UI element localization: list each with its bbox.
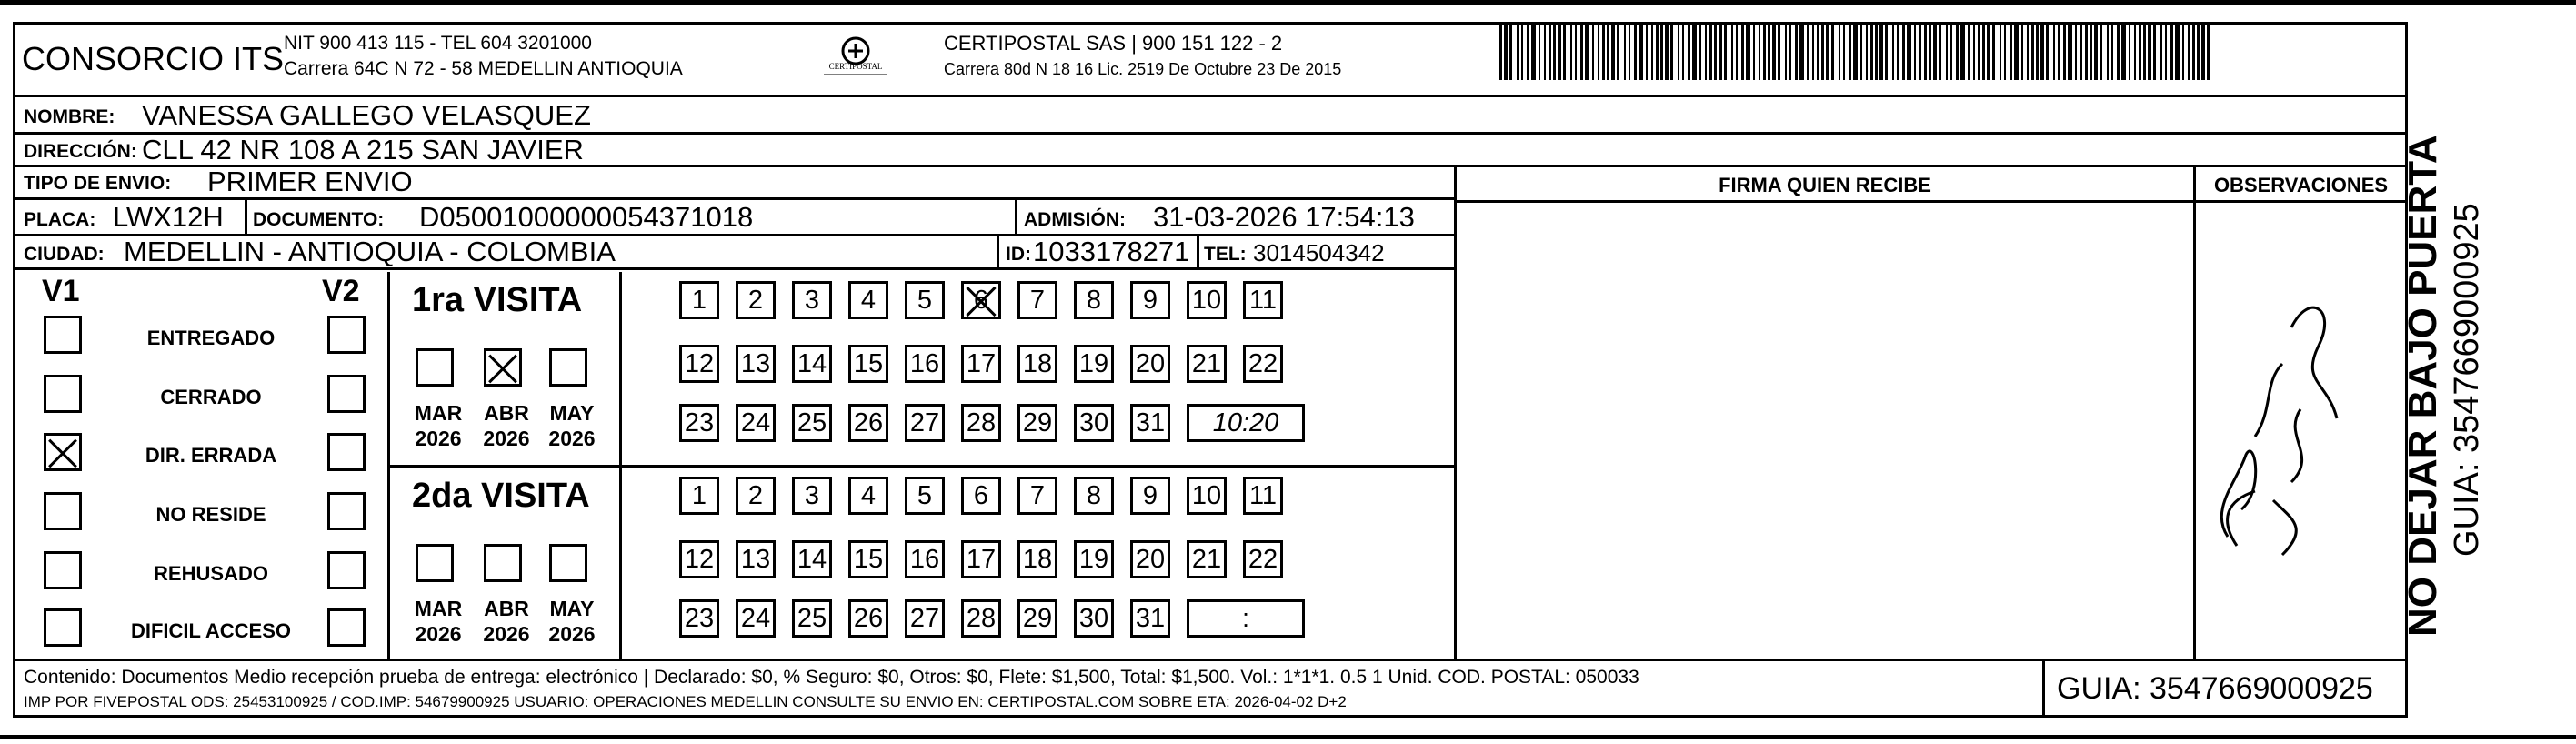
v2-label: V2: [322, 274, 360, 308]
barcode-bar: [2129, 24, 2130, 80]
barcode-bar: [2160, 24, 2162, 80]
side-warning: NO DEJAR BAJO PUERTA: [2401, 135, 2445, 637]
visit2-month-checkbox-1[interactable]: [416, 544, 454, 582]
city-value: MEDELLIN - ANTIOQUIA - COLOMBIA: [124, 236, 616, 267]
barcode-bar: [1549, 24, 1551, 80]
row-city: [15, 236, 1454, 270]
status-section: [15, 272, 389, 659]
visit2-day-box[interactable]: 29: [1017, 599, 1057, 638]
visit2-section: [390, 468, 1454, 659]
barcode-bar: [2036, 24, 2039, 80]
barcode-bar: [1821, 24, 1824, 80]
visit2-month-checkbox-3[interactable]: [549, 544, 587, 582]
visit1-day-box[interactable]: 12: [679, 345, 719, 383]
barcode-bar: [1812, 24, 1814, 80]
barcode-bar: [2027, 24, 2029, 80]
barcode-bar: [1807, 24, 1809, 80]
visit1-day-box[interactable]: 11: [1243, 281, 1283, 319]
barcode-bar: [2207, 24, 2210, 80]
visit1-day-box[interactable]: 4: [848, 281, 888, 319]
v2-checkbox-5[interactable]: [327, 551, 366, 589]
visit2-day-box[interactable]: 9: [1130, 477, 1170, 515]
top-rule: [0, 0, 2576, 5]
barcode-bar: [1575, 24, 1577, 80]
barcode-bar: [1946, 24, 1948, 80]
name-value: VANESSA GALLEGO VELASQUEZ: [142, 99, 591, 131]
reason-label-5: REHUSADO: [154, 562, 268, 585]
reason-label-3: DIR. ERRADA: [145, 444, 277, 467]
bottom-rule: [0, 735, 2576, 739]
barcode-bar: [2010, 24, 2012, 80]
barcode-bar: [1849, 24, 1851, 80]
visit1-month-checkbox-1[interactable]: [416, 348, 454, 387]
visit2-day-box[interactable]: 4: [848, 477, 888, 515]
visit2-day-box[interactable]: 15: [848, 540, 888, 578]
admission-value: 31-03-2026 17:54:13: [1153, 201, 1415, 233]
visit2-day-box[interactable]: 27: [905, 599, 945, 638]
barcode-bar: [1879, 24, 1883, 80]
visit2-title: 2da VISITA: [412, 477, 590, 515]
visit2-day-box[interactable]: 16: [905, 540, 945, 578]
plate-divider: [245, 200, 247, 234]
name-label: NOMBRE:: [24, 106, 115, 127]
barcode-bar: [2094, 24, 2098, 80]
barcode-bar: [1629, 24, 1630, 80]
visit2-day-box[interactable]: 18: [1017, 540, 1057, 578]
tel-value: 3014504342: [1253, 239, 1385, 266]
company-address: Carrera 64C N 72 - 58 MEDELLIN ANTIOQUIA: [284, 58, 683, 79]
barcode-bar: [1817, 24, 1819, 80]
barcode-bar: [1929, 24, 1931, 80]
visit2-day-box[interactable]: 24: [736, 599, 776, 638]
visit1-day-box[interactable]: 28: [961, 404, 1001, 442]
visit1-day-box[interactable]: 25: [792, 404, 832, 442]
barcode-bar: [2040, 24, 2044, 80]
visit1-day-box[interactable]: 22: [1243, 345, 1283, 383]
barcode-bar: [1504, 24, 1508, 80]
visit1-month-label-2: ABR: [484, 401, 529, 425]
visit2-month-label-1: MAR: [414, 597, 463, 620]
barcode-bar: [2080, 24, 2082, 80]
barcode-icon: [1496, 20, 2223, 84]
visit1-day-box[interactable]: 6: [961, 281, 1001, 319]
visit1-day-box[interactable]: 29: [1017, 404, 1057, 442]
barcode-bar: [2107, 24, 2109, 80]
barcode-bar: [1843, 24, 1845, 80]
barcode-bar: [1960, 24, 1965, 80]
barcode-bar: [1902, 24, 1905, 80]
visit2-year-label-2: 2026: [483, 622, 530, 646]
barcode-bar: [1853, 24, 1858, 80]
visit2-day-box[interactable]: 10: [1187, 477, 1227, 515]
visit2-day-box[interactable]: 31: [1130, 599, 1170, 638]
visit2-day-box[interactable]: 26: [848, 599, 888, 638]
barcode-bar: [1763, 24, 1766, 80]
barcode-bar: [2021, 24, 2023, 80]
barcode-bar: [1724, 24, 1727, 80]
barcode-bar: [2046, 24, 2049, 80]
reason-label-2: CERRADO: [160, 386, 262, 408]
visit2-month-label-3: MAY: [549, 597, 595, 620]
barcode-bar: [2053, 24, 2055, 80]
visit2-day-box[interactable]: 2: [736, 477, 776, 515]
barcode-bar: [1831, 24, 1834, 80]
barcode-bar: [1897, 24, 1899, 80]
visit2-day-box[interactable]: 7: [1017, 477, 1057, 515]
visit2-day-box[interactable]: 20: [1130, 540, 1170, 578]
row-name: [15, 97, 2406, 135]
id-label: ID:: [1006, 244, 1031, 265]
barcode-bar: [1660, 24, 1663, 80]
visit2-day-box[interactable]: 6: [961, 477, 1001, 515]
visit1-day-box[interactable]: 17: [961, 345, 1001, 383]
barcode-bar: [1731, 24, 1733, 80]
barcode-bar: [1709, 24, 1712, 80]
barcode-bar: [1592, 24, 1594, 80]
visit1-title-divider: [619, 272, 622, 465]
id-value: 1033178271: [1033, 236, 1190, 267]
row-plate: [15, 200, 1454, 236]
visit1-day-box[interactable]: 16: [905, 345, 945, 383]
barcode-bar: [1892, 24, 1894, 80]
carrier-name: CERTIPOSTAL SAS | 900 151 122 - 2: [944, 32, 1283, 55]
certipostal-logo-text: CERTIPOSTAL: [828, 62, 883, 71]
barcode-bar: [2139, 24, 2141, 80]
visit1-day-box[interactable]: 15: [848, 345, 888, 383]
footer-rule: [15, 659, 2406, 661]
barcode-bar: [1839, 24, 1840, 80]
barcode-bar: [1665, 24, 1669, 80]
visit1-day-box[interactable]: 8: [1074, 281, 1114, 319]
carrier-license: Carrera 80d N 18 16 Lic. 2519 De Octubre 23 De 2015: [944, 60, 1342, 78]
v2-checkbox-4[interactable]: [327, 492, 366, 530]
v1-checkbox-4[interactable]: [44, 492, 82, 530]
barcode-bar: [2117, 24, 2120, 80]
tel-divider: [1197, 236, 1199, 267]
admission-divider: [1015, 200, 1017, 234]
visit2-day-box[interactable]: 25: [792, 599, 832, 638]
barcode-bar: [1670, 24, 1673, 80]
reason-label-4: NO RESIDE: [155, 503, 266, 526]
barcode-bar: [1558, 24, 1561, 80]
certipostal-logo: [815, 35, 897, 84]
barcode-bar: [1924, 24, 1927, 80]
barcode-bar: [1544, 24, 1546, 80]
v1-checkbox-5[interactable]: [44, 551, 82, 589]
barcode-bar: [1992, 24, 1995, 80]
visit1-day-box[interactable]: 23: [679, 404, 719, 442]
side-guia: GUIA: 3547669000925: [2448, 203, 2486, 557]
barcode-bar: [1982, 24, 1985, 80]
barcode-bar: [2197, 24, 2200, 80]
barcode-bar: [1656, 24, 1659, 80]
v2-checkbox-2[interactable]: [327, 375, 366, 413]
barcode-bar: [1933, 24, 1937, 80]
barcode-bar: [1499, 24, 1502, 80]
barcode-bar: [1799, 24, 1804, 80]
company-name: CONSORCIO ITS: [22, 40, 285, 77]
visit2-year-label-1: 2026: [415, 622, 462, 646]
visit1-month-label-1: MAR: [414, 401, 463, 425]
barcode-bar: [2201, 24, 2205, 80]
visit1-day-box[interactable]: 14: [792, 345, 832, 383]
visit2-day-box[interactable]: 8: [1074, 477, 1114, 515]
barcode-bar: [2121, 24, 2126, 80]
barcode-bar: [2153, 24, 2156, 80]
visit1-day-box[interactable]: 24: [736, 404, 776, 442]
barcode-bar: [2134, 24, 2136, 80]
visit1-day-box[interactable]: 13: [736, 345, 776, 383]
barcode-bar: [2063, 24, 2066, 80]
barcode-bar: [1919, 24, 1921, 80]
visit1-day-box[interactable]: 9: [1130, 281, 1170, 319]
visit1-day-box[interactable]: 21: [1187, 345, 1227, 383]
visit2-day-box[interactable]: 17: [961, 540, 1001, 578]
barcode-bar: [1741, 24, 1744, 80]
barcode-bar: [1517, 24, 1519, 80]
barcode-bar: [1956, 24, 1959, 80]
visit1-year-label-3: 2026: [548, 427, 596, 450]
left-grid: [15, 167, 1454, 272]
barcode-bar: [2143, 24, 2146, 80]
observations-column-border: [2193, 166, 2196, 659]
visit2-month-checkbox-2[interactable]: [484, 544, 522, 582]
barcode-bar: [1539, 24, 1540, 80]
barcode-bar: [1688, 24, 1690, 80]
barcode-bar: [1692, 24, 1697, 80]
visit2-day-box[interactable]: 3: [792, 477, 832, 515]
signature-header: FIRMA QUIEN RECIBE: [1719, 174, 1931, 196]
barcode-bar: [2075, 24, 2077, 80]
id-divider: [997, 236, 999, 267]
barcode-bar: [1939, 24, 1941, 80]
barcode-bar: [2085, 24, 2088, 80]
v2-checkbox-1[interactable]: [327, 316, 366, 354]
barcode-bar: [1639, 24, 1643, 80]
barcode-bar: [1521, 24, 1523, 80]
visit2-day-box[interactable]: 28: [961, 599, 1001, 638]
barcode-bar: [1914, 24, 1916, 80]
v1-checkbox-1[interactable]: [44, 316, 82, 354]
barcode-bar: [1646, 24, 1648, 80]
barcode-bar: [1714, 24, 1717, 80]
barcode-bar: [1617, 24, 1619, 80]
barcode-bar: [1682, 24, 1684, 80]
barcode-bar: [2188, 24, 2190, 80]
barcode-bar: [1531, 24, 1536, 80]
type-value: PRIMER ENVIO: [207, 166, 413, 197]
barcode-bar: [1772, 24, 1776, 80]
barcode-bar: [2058, 24, 2060, 80]
visit2-day-box[interactable]: 11: [1243, 477, 1283, 515]
visit2-title-divider: [619, 468, 622, 659]
visit2-day-box[interactable]: 14: [792, 540, 832, 578]
barcode-bar: [1705, 24, 1707, 80]
barcode-bar: [1527, 24, 1529, 80]
barcode-bar: [1978, 24, 1980, 80]
visit2-day-box[interactable]: 13: [736, 540, 776, 578]
barcode-bar: [1973, 24, 1975, 80]
visit1-section: [390, 272, 1454, 468]
barcode-bar: [1795, 24, 1798, 80]
barcode-bar: [1885, 24, 1888, 80]
barcode-bar: [1907, 24, 1911, 80]
row-address: [15, 135, 2406, 167]
row-type: [15, 167, 1454, 200]
visit1-month-label-3: MAY: [549, 401, 595, 425]
barcode-bar: [1509, 24, 1512, 80]
barcode-bar: [2100, 24, 2102, 80]
visit1-day-box[interactable]: 30: [1074, 404, 1114, 442]
column-header-rule: [1457, 200, 2406, 203]
barcode-bar: [1866, 24, 1868, 80]
visit1-day-box[interactable]: 27: [905, 404, 945, 442]
barcode-bar: [2192, 24, 2195, 80]
v1-label: V1: [42, 274, 80, 308]
visit2-day-box[interactable]: 30: [1074, 599, 1114, 638]
visit1-time-box[interactable]: 10:20: [1187, 404, 1305, 442]
visit2-time-box[interactable]: :: [1187, 599, 1305, 638]
barcode-bar: [1778, 24, 1780, 80]
address-label: DIRECCIÓN:: [24, 141, 137, 162]
visit1-day-box[interactable]: 18: [1017, 345, 1057, 383]
handwritten-signature: [2200, 273, 2346, 573]
barcode-bar: [2031, 24, 2034, 80]
visit2-day-box[interactable]: 5: [905, 477, 945, 515]
barcode-bar: [1678, 24, 1679, 80]
v2-checkbox-3[interactable]: [327, 433, 366, 471]
admission-label: ADMISIÓN:: [1024, 209, 1126, 230]
city-label: CIUDAD:: [24, 244, 105, 265]
visit1-day-box[interactable]: 1: [679, 281, 719, 319]
barcode-bar: [1719, 24, 1722, 80]
barcode-bar: [1634, 24, 1637, 80]
barcode-bar: [1875, 24, 1878, 80]
footer-content: Contenido: Documentos Medio recepción prueba de entrega: electrónico | Declarado: $0, % Seguro: $0, Otros: $0, Flete: $1,500, Total: $1,500. Vol.: 1*1*1. 0.5 1 Unid. COD. POSTAL: 050033: [24, 667, 1639, 688]
barcode-bar: [2068, 24, 2072, 80]
plate-value: LWX12H: [113, 201, 224, 233]
visit1-day-box[interactable]: 26: [848, 404, 888, 442]
visit1-title: 1ra VISITA: [412, 281, 583, 319]
visit1-day-box[interactable]: 7: [1017, 281, 1057, 319]
plate-label: PLACA:: [24, 209, 96, 230]
visit2-day-box[interactable]: 12: [679, 540, 719, 578]
barcode-bar: [1870, 24, 1873, 80]
v1-checkbox-6[interactable]: [44, 608, 82, 647]
barcode-bar: [2000, 24, 2001, 80]
reason-label-6: DIFICIL ACCESO: [130, 619, 291, 642]
barcode-bar: [1611, 24, 1615, 80]
v1-checkbox-2[interactable]: [44, 375, 82, 413]
barcode-bar: [1826, 24, 1829, 80]
visit1-day-box[interactable]: 5: [905, 281, 945, 319]
barcode-bar: [1598, 24, 1599, 80]
visit1-day-box[interactable]: 3: [792, 281, 832, 319]
certipostal-logo-icon: [815, 35, 897, 84]
visit1-month-checkbox-2[interactable]: [484, 348, 522, 387]
barcode-bar: [1753, 24, 1755, 80]
address-value: CLL 42 NR 108 A 215 SAN JAVIER: [142, 134, 584, 166]
visit2-day-box[interactable]: 19: [1074, 540, 1114, 578]
barcode-bar: [2090, 24, 2092, 80]
barcode-bar: [1785, 24, 1787, 80]
doc-value: D05001000000054371018: [419, 201, 754, 233]
visit1-day-box[interactable]: 2: [736, 281, 776, 319]
visit2-day-box[interactable]: 21: [1187, 540, 1227, 578]
visit1-day-box[interactable]: 20: [1130, 345, 1170, 383]
barcode-bar: [1789, 24, 1791, 80]
barcode-bar: [1624, 24, 1626, 80]
doc-label: DOCUMENTO:: [253, 209, 385, 230]
barcode-bar: [1607, 24, 1609, 80]
barcode-bar: [1950, 24, 1952, 80]
barcode-bar: [1860, 24, 1862, 80]
barcode-bar: [1968, 24, 1970, 80]
footer-guia: GUIA: 3547669000925: [2057, 671, 2373, 706]
visit2-year-label-3: 2026: [548, 622, 596, 646]
barcode-bar: [2014, 24, 2019, 80]
v2-checkbox-6[interactable]: [327, 608, 366, 647]
visit1-month-checkbox-3[interactable]: [549, 348, 587, 387]
barcode-bar: [1768, 24, 1770, 80]
visit2-day-box[interactable]: 22: [1243, 540, 1283, 578]
barcode-bar: [2148, 24, 2151, 80]
barcode-bar: [2175, 24, 2180, 80]
visit1-day-box[interactable]: 19: [1074, 345, 1114, 383]
signature-column-border: [1454, 166, 1457, 659]
company-nit-tel: NIT 900 413 115 - TEL 604 3201000: [284, 33, 592, 54]
signature-scribble-icon: [2200, 273, 2346, 573]
visit2-month-label-2: ABR: [484, 597, 529, 620]
v1-checkbox-3[interactable]: [44, 433, 82, 471]
barcode-bar: [1602, 24, 1605, 80]
barcode-bar: [2111, 24, 2113, 80]
barcode-bar: [2182, 24, 2184, 80]
barcode-bar: [1651, 24, 1653, 80]
footer-guia-divider: [2042, 659, 2045, 715]
barcode-bar: [1580, 24, 1583, 80]
barcode-bar: [1746, 24, 1750, 80]
reason-label-1: ENTREGADO: [146, 327, 276, 349]
visit1-year-label-1: 2026: [415, 427, 462, 450]
barcode-bar: [1553, 24, 1556, 80]
barcode-bar: [1736, 24, 1738, 80]
barcode-bar: [1987, 24, 1990, 80]
tel-label: TEL:: [1204, 244, 1247, 265]
visit1-year-label-2: 2026: [483, 427, 530, 450]
barcode-bar: [2004, 24, 2006, 80]
barcode-bar: [1585, 24, 1589, 80]
barcode-bar: [2170, 24, 2173, 80]
visit1-day-box[interactable]: 31: [1130, 404, 1170, 442]
footer-print-info: IMP POR FIVEPOSTAL ODS: 25453100925 / COD.IMP: 54679900925 USUARIO: OPERACIONES MEDELLIN CONSULTE SU ENVIO EN: CERTIPOSTAL.COM SOBRE ETA: 2026-04-02 D+2: [24, 693, 1347, 710]
type-label: TIPO DE ENVIO:: [24, 173, 172, 194]
barcode-bar: [2165, 24, 2167, 80]
observations-header: OBSERVACIONES: [2213, 174, 2389, 196]
barcode-bar: [1570, 24, 1572, 80]
barcode-bar: [1699, 24, 1701, 80]
barcode: [1496, 20, 2223, 84]
visit2-day-box[interactable]: 1: [679, 477, 719, 515]
visit1-day-box[interactable]: 10: [1187, 281, 1227, 319]
barcode-bar: [1563, 24, 1566, 80]
visit2-day-box[interactable]: 23: [679, 599, 719, 638]
barcode-bar: [1759, 24, 1760, 80]
